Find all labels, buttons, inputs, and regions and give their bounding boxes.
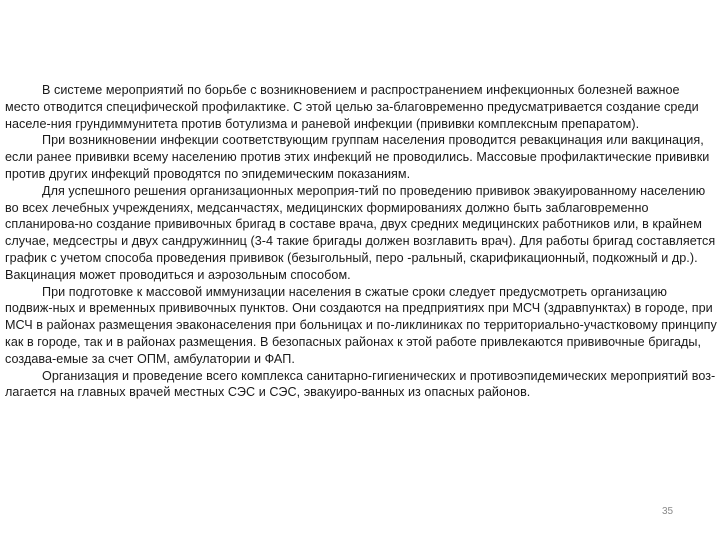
paragraph-vaccination-brigades: Для успешного решения организационных мероприя-тий по проведению прививок эвакуированному населению во всех лечебных учреждениях, медсанчастях, медицинских формированиях должно быть заблаговременно спланирова-но создание прививочных бригад в составе врача, двух средних медицинских работников или, в крайнем случае, медсестры и двух сандружинниц (3-4 такие бригады должен возглавить врач). Для работы бригад составляется график с учетом способа проведения прививок (безыгольный, перо -ральный, скарификационный, подкожный и др.). Вакцинация может проводиться и аэрозольным способом. <box>5 183 716 282</box>
paragraph-revaccination: При возникновении инфекции соответствующим группам населения проводится ревакцинация или вакцинация, если ранее прививки всему населению против этих инфекций не проводились. Массовые профилактические прививки против других инфекций проводятся по эпидемическим показаниям. <box>5 133 710 181</box>
paragraph-specific-prophylaxis: В системе мероприятий по борьбе с возникновением и распространением инфекционных болезней важное место отводится специфической профилактике. С этой целью за-благовременно предусматривается создание среди населе-ния грундиммунитета против ботулизма и раневой инфекции (прививки комплексным препаратом). <box>5 83 699 131</box>
document-body <box>5 82 717 401</box>
paragraph-vaccination-points: При подготовке к массовой иммунизации населения в сжатые сроки следует предусмотреть организацию подвиж-ных и временных прививочных пунктов. Они создаются на предприятиях при МСЧ (здравпунктах) в городе, при МСЧ в районах размещения эваконаселения при больницах и по-ликлиниках по территориально-участковому принципу как в городе, так и в районах размещения. В безопасных районах к этой работе привлекаются прививочные бригады, создава-емые за счет ОПМ, амбулатории и ФАП. <box>5 284 717 366</box>
paragraph-organization-responsibility: Организация и проведение всего комплекса санитарно-гигиенических и противоэпидемических мероприятий воз-лагается на главных врачей местных СЭС и СЭС, эвакуиро-ванных из опасных районов. <box>5 368 716 400</box>
page-number: 35 <box>662 506 674 517</box>
